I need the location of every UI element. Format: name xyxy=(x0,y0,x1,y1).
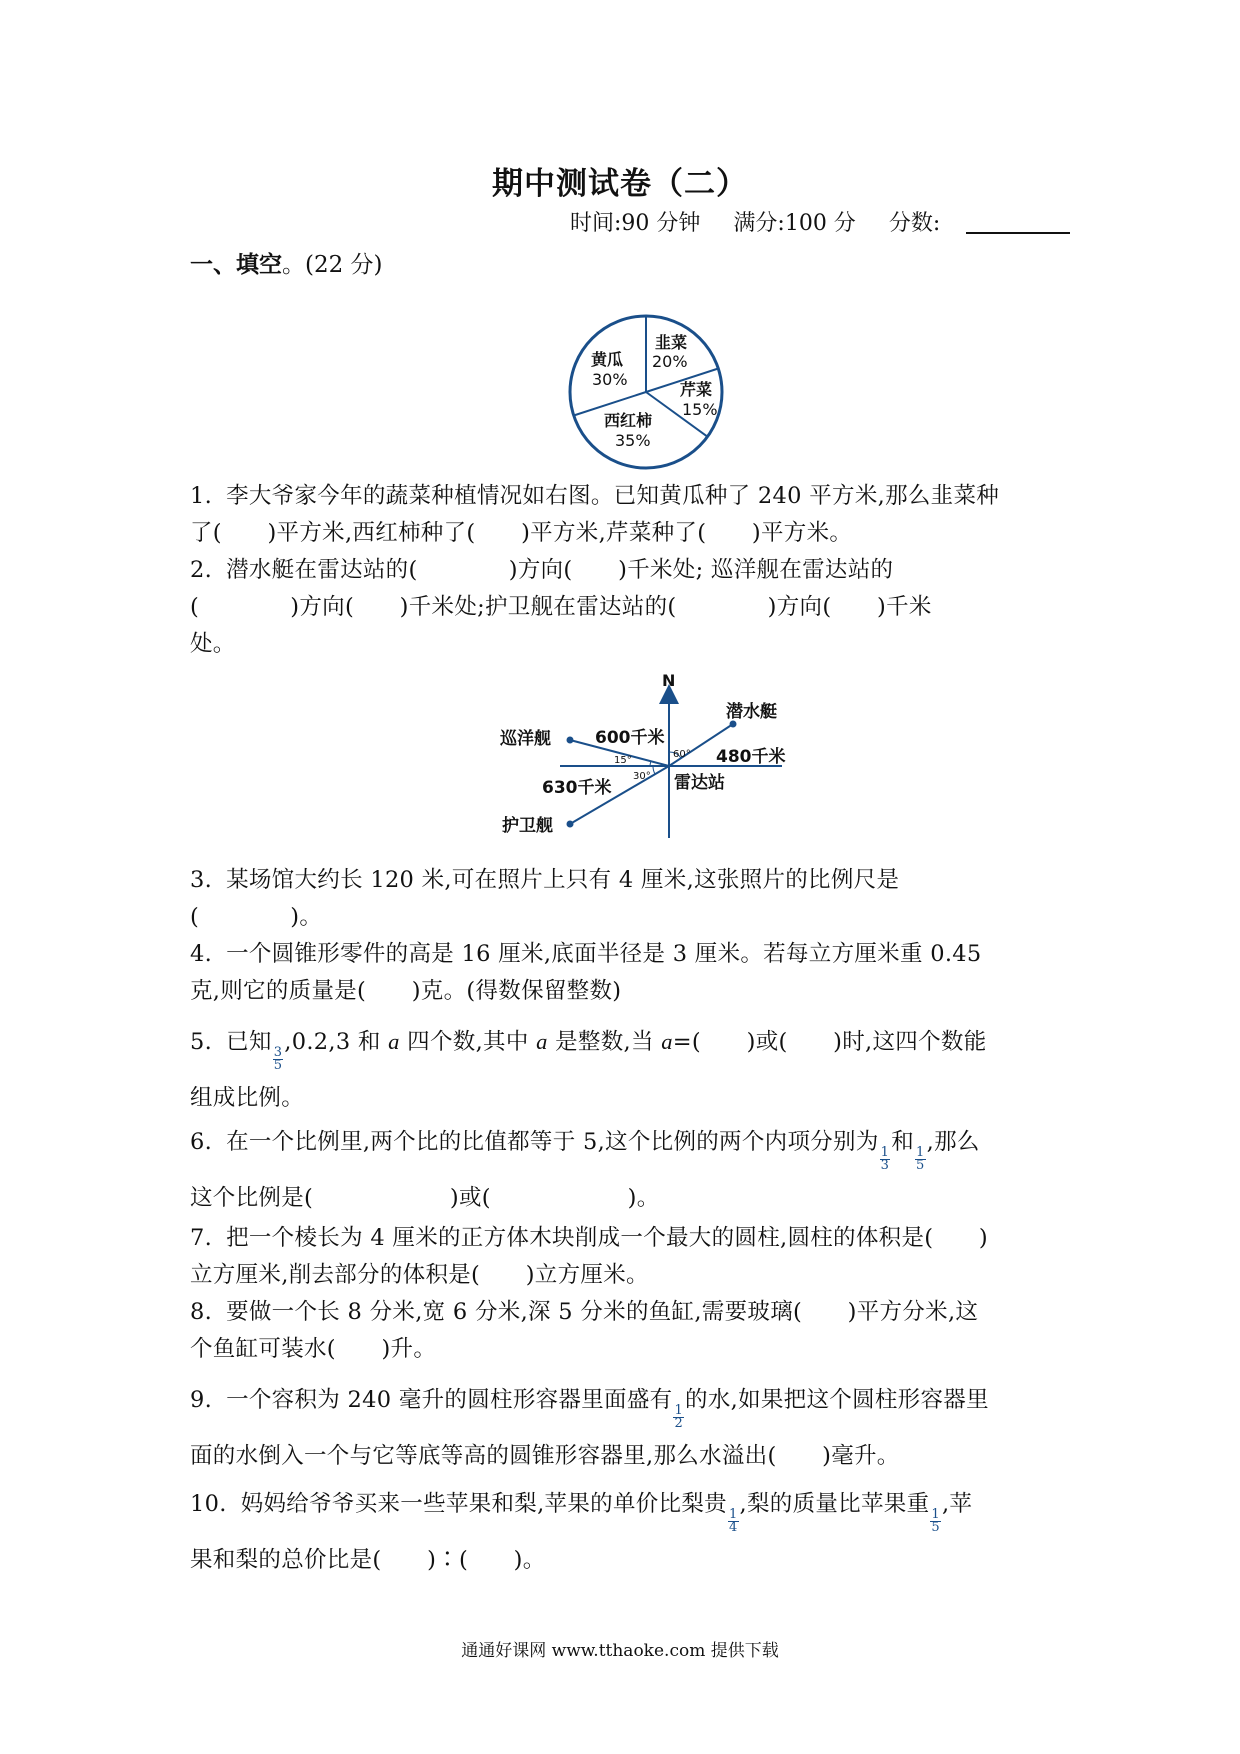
pie-label-xihongshi-pct: 35% xyxy=(615,431,651,450)
angle-15-label: 15° xyxy=(614,755,632,766)
frigate-label: 护卫舰 xyxy=(502,816,553,836)
north-label: N xyxy=(662,672,676,690)
question-3: 3. 某场馆大约长 120 米,可在照片上只有 4 厘米,这张照片的比例尺是 ( )。 xyxy=(190,867,900,930)
footer-credit: 通通好课网 www.tthaoke.com 提供下载 xyxy=(461,1641,779,1661)
score-blank[interactable] xyxy=(966,210,1070,234)
cruiser-distance: 600千米 xyxy=(595,728,665,748)
fraction: $\frac{1}{5}$ xyxy=(931,1507,940,1536)
submarine-label: 潜水艇 xyxy=(726,702,777,722)
fraction: $\frac{1}{5}$ xyxy=(916,1145,925,1174)
station-label: 雷达站 xyxy=(674,773,725,793)
question-2: 2. 潜水艇在雷达站的( )方向( )千米处; 巡洋舰在雷达站的 ( )方向( )千米处;护卫舰在雷达站的( )方向( )千米 处。 xyxy=(190,557,932,657)
exam-meta xyxy=(570,206,1070,237)
pie-label-huanggua-pct: 30% xyxy=(592,370,628,389)
page-title: 期中测试卷（二） xyxy=(492,166,748,202)
frigate-distance: 630千米 xyxy=(542,778,612,798)
pie-label-xihongshi: 西红柿 xyxy=(604,411,653,430)
cruiser-label: 巡洋舰 xyxy=(500,729,551,749)
fraction: $\frac{1}{3}$ xyxy=(880,1145,890,1174)
pie-label-qincai-pct: 15% xyxy=(682,400,718,419)
cruiser-dot xyxy=(567,737,574,744)
section-heading: 一、填空。(22 分) xyxy=(190,252,383,278)
question-5: 5. 已知 $\frac{3}{5}$ ,0.2,3 和 a 四个数,其中 a 是整数,当 a=( )或( )时,这四个数能 组成比例。 xyxy=(190,1029,987,1112)
pie-label-jiucai-pct: 20% xyxy=(652,352,688,371)
question-7: 7. 把一个棱长为 4 厘米的正方体木块削成一个最大的圆柱,圆柱的体积是( ) 立方厘米,削去部分的体积是( )立方厘米。 xyxy=(190,1225,989,1288)
radar-diagram xyxy=(490,672,810,842)
frigate-dot xyxy=(567,821,574,828)
fraction: $\frac{1}{2}$ xyxy=(674,1403,684,1432)
vegetable-pie-chart xyxy=(566,312,726,472)
angle-arc-30 xyxy=(653,766,655,774)
question-6: 6. 在一个比例里,两个比的比值都等于 5,这个比例的两个内项分别为 $\frac{1}{3}$ 和 $\frac{1}{5}$ ,那么 这个比例是( )或( )。 xyxy=(190,1129,980,1212)
question-8: 8. 要做一个长 8 分米,宽 6 分米,深 5 分米的鱼缸,需要玻璃( )平方分米,这 个鱼缸可装水( )升。 xyxy=(190,1299,979,1362)
time-limit: 时间:90 分钟 xyxy=(570,211,701,236)
submarine-distance: 480千米 xyxy=(716,747,786,767)
score-label: 分数: xyxy=(888,211,941,236)
question-9: 9. 一个容积为 240 毫升的圆柱形容器里面盛有 $\frac{1}{2}$ 的水,如果把这个圆柱形容器里 面的水倒入一个与它等底等高的圆锥形容器里,那么水溢出( )毫升。 xyxy=(190,1387,989,1470)
pie-label-huanggua: 黄瓜 xyxy=(591,350,624,369)
fraction: $\frac{3}{5}$ xyxy=(273,1045,283,1074)
fraction: $\frac{1}{4}$ xyxy=(728,1507,738,1536)
question-1: 1. 李大爷家今年的蔬菜种植情况如右图。已知黄瓜种了 240 平方米,那么韭菜种 了( )平方米,西红柿种了( )平方米,芹菜种了( )平方米。 xyxy=(190,483,1000,546)
pie-label-jiucai: 韭菜 xyxy=(655,333,688,352)
pie-label-qincai: 芹菜 xyxy=(680,380,713,399)
question-4: 4. 一个圆锥形零件的高是 16 厘米,底面半径是 3 厘米。若每立方厘米重 0.45 克,则它的质量是( )克。(得数保留整数) xyxy=(190,941,982,1004)
question-10: 10. 妈妈给爷爷买来一些苹果和梨,苹果的单价比梨贵 $\frac{1}{4}$ ,梨的质量比苹果重 $\frac{1}{5}$ ,苹 果和梨的总价比是( )∶( )。 xyxy=(190,1491,973,1574)
angle-60-label: 60° xyxy=(673,749,691,760)
full-score: 满分:100 分 xyxy=(733,211,856,236)
angle-30-label: 30° xyxy=(633,771,651,782)
